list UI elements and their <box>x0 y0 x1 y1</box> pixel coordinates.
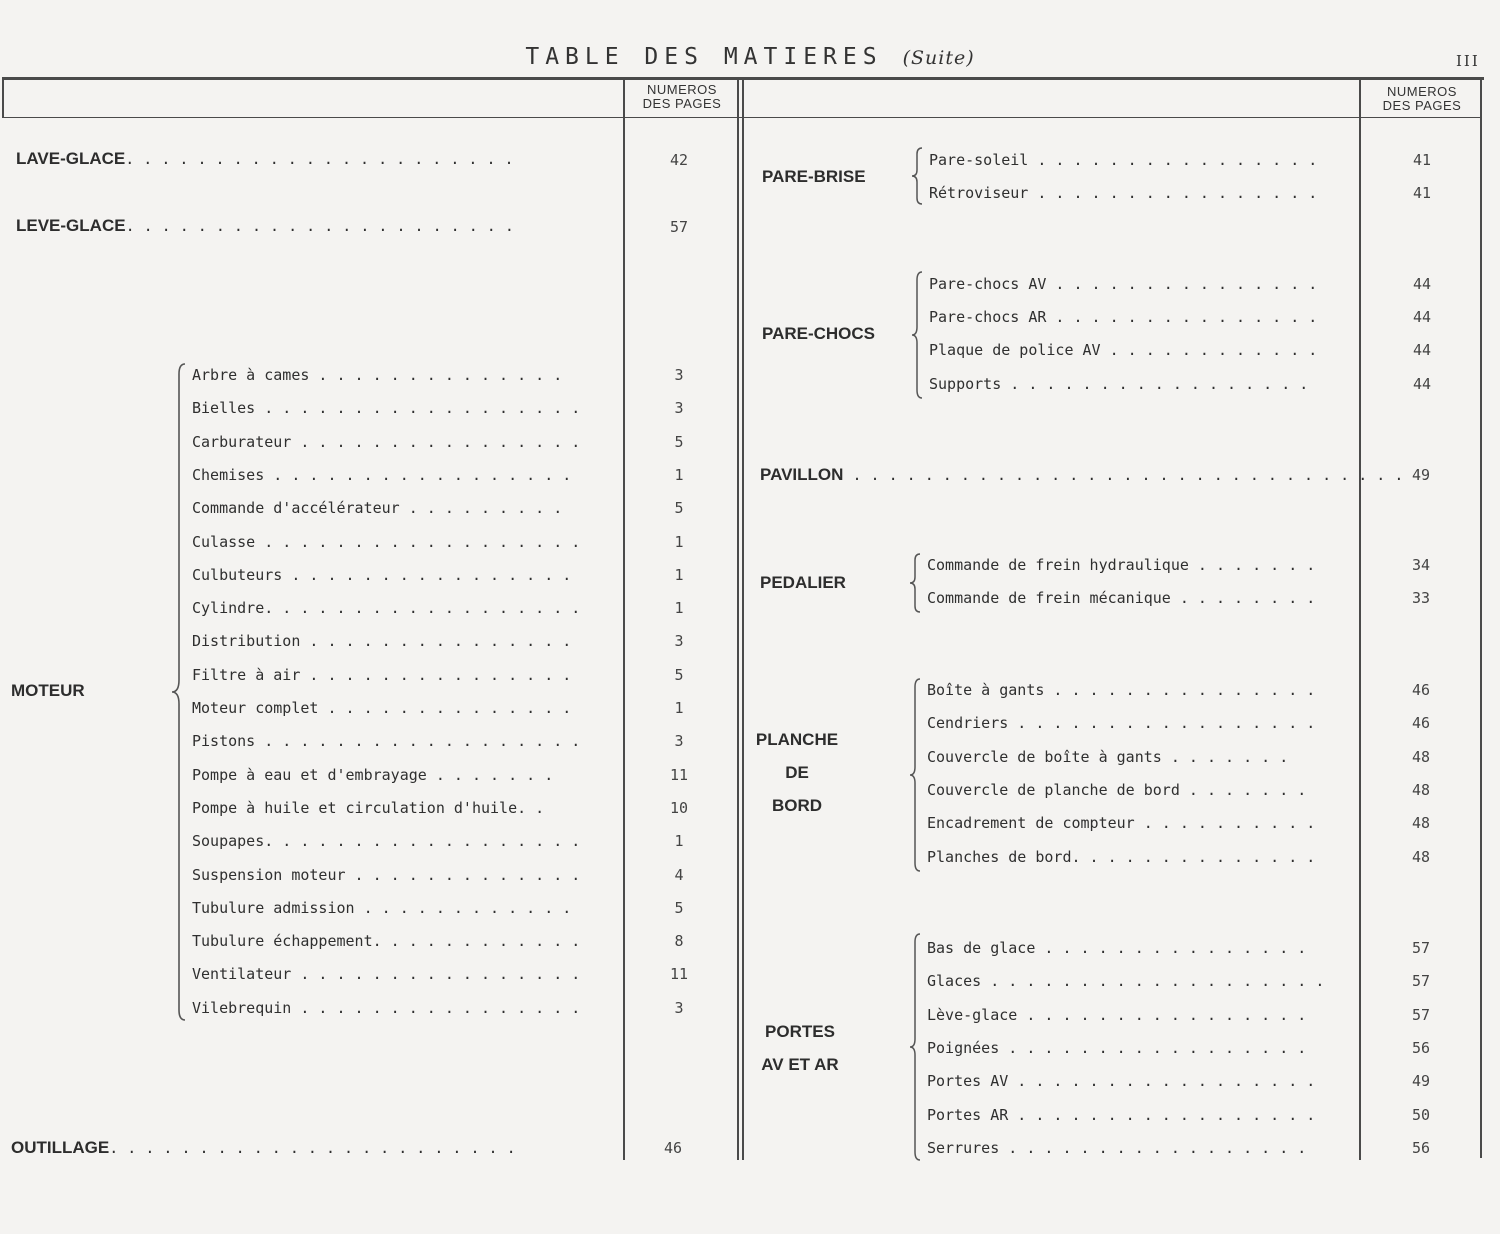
leader-dots: . . . . . . . . . . . . . . . . <box>291 965 581 984</box>
toc-subentry <box>927 713 1341 733</box>
subentry-label: Moteur complet <box>192 699 319 717</box>
page-ref: 42 <box>669 151 689 169</box>
title-suite: (Suite) <box>902 47 975 69</box>
subentry-label: Pompe à huile et circulation d'huile. <box>192 798 527 817</box>
subentry-label: Bas de glace <box>927 939 1036 957</box>
leader-dots: . . . . . . . . . . . . . . . <box>300 632 572 651</box>
page-title <box>0 44 1500 70</box>
toc-subentry <box>192 731 602 751</box>
subentry-label: Rétroviseur <box>929 184 1029 202</box>
brace-portes <box>908 932 922 1162</box>
subentry-label: Portes AR <box>927 1105 1009 1124</box>
toc-subentry <box>192 631 602 651</box>
subentry-label: Encadrement de compteur <box>927 814 1135 833</box>
frame-right-rule <box>1480 78 1482 1158</box>
page-ref: 3 <box>674 732 684 751</box>
leader-dots: . . . . . . . . . . . . . . . . . . . . . . . <box>109 1139 516 1157</box>
leader-dots: . . . . . . . . . . . . . . . . . . <box>255 399 581 418</box>
toc-subentry <box>192 598 602 618</box>
page-ref: 57 <box>1411 1005 1431 1024</box>
page-ref: 33 <box>1411 589 1431 607</box>
toc-subentry <box>927 588 1341 608</box>
subentry-label: Glaces <box>927 972 982 991</box>
leader-dots: . . . . . . . . . . . . . . . . . . . . . . <box>125 150 514 168</box>
toc-subentry <box>929 340 1341 360</box>
page-ref: 44 <box>1412 308 1432 327</box>
toc-subentry <box>192 532 602 552</box>
leader-dots: . . . . . . . . . . . . <box>1100 341 1318 360</box>
page-ref: 1 <box>674 832 684 851</box>
subentry-label: Planches de bord. <box>927 847 1081 866</box>
subentry-label: Soupapes. <box>192 832 274 851</box>
section-title-portes <box>752 1015 848 1081</box>
toc-subentry <box>192 865 602 885</box>
leader-dots: . . . . . . . . . . . . . . . <box>1044 681 1316 699</box>
leader-dots: . . . . . . . . . . . . . . <box>309 366 563 384</box>
page-ref: 5 <box>674 499 684 518</box>
page-ref: 48 <box>1411 747 1431 766</box>
leader-dots: . <box>526 798 545 817</box>
subentry-label: Supports <box>929 374 1002 393</box>
toc-subentry <box>929 274 1341 294</box>
center-rule-b <box>742 80 744 1160</box>
leader-dots: . . . . . . . . . <box>399 499 563 518</box>
leader-dots: . . . . . . . . . . . . . . . . . <box>1008 1072 1316 1091</box>
section-title: LAVE-GLACE <box>16 149 126 168</box>
subentry-label: Pompe à eau et d'embrayage <box>192 765 427 784</box>
subentry-label: Plaque de police AV <box>929 341 1101 360</box>
section-title-pare-brise: PARE-BRISE <box>762 167 866 186</box>
subentry-label: Cylindre. <box>192 599 274 618</box>
page-ref: 44 <box>1412 275 1432 293</box>
subentry-label: Boîte à gants <box>927 681 1045 699</box>
header-line-2: DES PAGES <box>642 96 722 111</box>
toc-subentry <box>927 555 1341 575</box>
subentry-label: Pare-chocs AV <box>929 275 1047 293</box>
toc-subentry <box>929 150 1341 170</box>
page-ref: 5 <box>674 432 684 451</box>
title-text: TABLE DES MATIERES <box>525 44 883 70</box>
leader-dots: . . . . . . . . . . . . . <box>1080 847 1316 866</box>
leader-dots: . . . . . . . <box>1188 556 1316 574</box>
title-line: AV ET AR <box>761 1055 839 1074</box>
toc-subentry <box>192 465 602 485</box>
toc-subentry <box>192 365 602 385</box>
brace-pare-chocs <box>910 270 924 400</box>
subentry-label: Cendriers <box>927 714 1009 733</box>
leader-dots: . . . . . . . . . . . . . . . . <box>282 565 572 584</box>
page-ref: 3 <box>674 366 684 384</box>
leader-dots: . . . . . . . <box>1161 747 1289 766</box>
subentry-label: Pistons <box>192 732 256 751</box>
page-ref: 46 <box>663 1139 683 1157</box>
toc-subentry <box>927 813 1341 833</box>
section-title-moteur: MOTEUR <box>11 681 85 700</box>
toc-subentry <box>192 831 602 851</box>
toc-subentry <box>192 565 602 585</box>
left-pages-header <box>627 83 737 111</box>
toc-subentry <box>927 1138 1341 1158</box>
subentry-label: Poignées <box>927 1038 1000 1057</box>
page-ref: 41 <box>1412 151 1432 169</box>
page-ref: 44 <box>1412 374 1432 393</box>
page-ref: 57 <box>1411 939 1431 957</box>
toc-subentry <box>929 183 1341 203</box>
leader-dots: . . . . . . . . . . . . . . . . <box>291 432 581 451</box>
leader-dots: . . . . . . . . . . . . . . . . <box>1017 1005 1307 1024</box>
toc-subentry <box>929 374 1341 394</box>
page-ref: 48 <box>1411 847 1431 866</box>
leader-dots: . . . . . . . <box>426 765 554 784</box>
subentry-label: Commande de frein mécanique <box>927 589 1171 607</box>
leader-dots: . . . . . . . . . . . . <box>354 898 572 917</box>
leader-dots: . . . . . . . . . . <box>1134 814 1316 833</box>
toc-subentry <box>927 747 1341 767</box>
page-ref: 48 <box>1411 814 1431 833</box>
toc-subentry <box>192 931 602 951</box>
page-ref: 3 <box>674 632 684 651</box>
page-ref: 57 <box>1411 972 1431 991</box>
toc-subentry <box>192 665 602 685</box>
subentry-label: Distribution <box>192 632 301 651</box>
leader-dots: . . . . . . . . . . . . . . . . <box>291 998 581 1017</box>
page-ref: 8 <box>674 932 684 951</box>
page-ref: 3 <box>674 998 684 1017</box>
section-title: LEVE-GLACE <box>16 216 126 235</box>
subentry-label: Tubulure échappement. <box>192 932 382 951</box>
subentry-label: Commande de frein hydraulique <box>927 556 1189 574</box>
page-ref: 44 <box>1412 341 1432 360</box>
leader-dots: . . . . . . . . . . . . . . . . . <box>273 832 581 851</box>
roman-page-number: III <box>1456 52 1480 70</box>
brace-moteur <box>170 362 188 1022</box>
page-ref: 1 <box>674 532 684 551</box>
center-rule-a <box>737 80 739 1160</box>
header-line-1: NUMEROS <box>1387 84 1457 99</box>
leader-dots: . . . . . . . . . . . . . . . . . . . . . . <box>125 217 514 235</box>
leader-dots: . . . . . . . . . . . <box>381 932 581 951</box>
leader-dots: . . . . . . . . . . . . . . <box>318 699 572 717</box>
toc-subentry <box>192 432 602 452</box>
leader-dots: . . . . . . . . . . . . . . . . . <box>273 599 581 618</box>
leader-dots: . . . . . . . . . . . . . . . . . . <box>255 532 581 551</box>
toc-subentry <box>927 1105 1341 1125</box>
leader-dots: . . . . . . . . . . . . . . . . <box>1028 184 1318 202</box>
page-ref: 41 <box>1412 184 1432 202</box>
leader-dots: . . . . . . . <box>1179 780 1307 799</box>
left-pagecol-rule <box>623 80 625 1160</box>
page-ref: 3 <box>674 399 684 418</box>
subentry-label: Bielles <box>192 399 256 418</box>
page-ref: 1 <box>674 699 684 717</box>
toc-subentry <box>927 680 1341 700</box>
toc-entry-lave-glace <box>16 149 616 169</box>
subentry-label: Lève-glace <box>927 1005 1018 1024</box>
header-line-2: DES PAGES <box>1382 98 1462 113</box>
section-title-planche-de-bord <box>752 723 842 822</box>
page-ref: 49 <box>1411 466 1431 484</box>
subentry-label: Arbre à cames <box>192 366 310 384</box>
toc-subentry <box>192 964 602 984</box>
toc-subentry <box>192 998 602 1018</box>
leader-dots: . . . . . . . . <box>1170 589 1316 607</box>
subentry-label: Couvercle de planche de bord <box>927 780 1180 799</box>
subentry-label: Carburateur <box>192 432 292 451</box>
page-ref: 48 <box>1411 780 1431 799</box>
page-ref: 49 <box>1411 1072 1431 1091</box>
right-pagecol-rule <box>1359 80 1361 1160</box>
page-ref: 1 <box>674 565 684 584</box>
subentry-label: Vilebrequin <box>192 998 292 1017</box>
toc-subentry <box>192 698 602 718</box>
leader-dots: . . . . . . . . . . . . . . . <box>300 665 572 684</box>
toc-subentry <box>927 1005 1341 1025</box>
subentry-label: Culbuteurs <box>192 565 283 584</box>
brace-planche-de-bord <box>908 677 922 873</box>
page-ref: 50 <box>1411 1105 1431 1124</box>
subentry-label: Serrures <box>927 1138 1000 1157</box>
toc-subentry <box>927 1038 1341 1058</box>
page-ref: 11 <box>669 765 689 784</box>
right-pages-header <box>1363 85 1481 113</box>
subentry-label: Couvercle de boîte à gants <box>927 747 1162 766</box>
leader-dots: . . . . . . . . . . . . . . . . . <box>1008 714 1316 733</box>
page-ref: 10 <box>669 798 689 817</box>
leader-dots: . . . . . . . . . . . . . . . <box>1046 275 1318 293</box>
toc-subentry <box>927 938 1341 958</box>
toc-subentry <box>192 898 602 918</box>
page-ref: 46 <box>1411 714 1431 733</box>
page-ref: 34 <box>1411 556 1431 574</box>
toc-entry-pavillon <box>760 465 1404 485</box>
toc-subentry <box>927 1071 1341 1091</box>
toc-subentry <box>192 498 602 518</box>
header-line-1: NUMEROS <box>647 82 717 97</box>
title-line: PLANCHE <box>755 730 839 749</box>
page-ref: 1 <box>674 599 684 618</box>
page-ref: 5 <box>674 665 684 684</box>
section-title-pare-chocs: PARE-CHOCS <box>762 324 876 343</box>
toc-subentry <box>927 780 1341 800</box>
subentry-label: Tubulure admission <box>192 898 355 917</box>
leader-dots: . . . . . . . . . . . . . . . . . <box>999 1138 1307 1157</box>
page-ref: 56 <box>1411 1038 1431 1057</box>
subentry-label: Suspension moteur <box>192 865 346 884</box>
subentry-label: Filtre à air <box>192 665 301 684</box>
leader-dots: . . . . . . . . . . . . . . . . . . <box>255 732 581 751</box>
subentry-label: Portes AV <box>927 1072 1009 1091</box>
title-line: PORTES <box>765 1022 835 1041</box>
subentry-label: Pare-chocs AR <box>929 308 1047 327</box>
leader-dots: . . . . . . . . . . . . . <box>345 865 581 884</box>
toc-subentry <box>929 307 1341 327</box>
subentry-label: Ventilateur <box>192 965 292 984</box>
brace-pedalier <box>908 552 922 614</box>
leader-dots: . . . . . . . . . . . . . . . . . . . <box>981 972 1325 991</box>
leader-dots: . . . . . . . . . . . . . . . . . <box>264 465 572 484</box>
toc-entry-outillage <box>11 1138 611 1158</box>
toc-subentry <box>192 765 602 785</box>
toc-subentry <box>192 798 602 818</box>
frame-left-rule <box>2 78 4 118</box>
section-title: PAVILLON <box>760 465 844 484</box>
page-ref: 56 <box>1411 1138 1431 1157</box>
leader-dots: . . . . . . . . . . . . . . . <box>1046 308 1318 327</box>
leader-dots: . . . . . . . . . . . . . . . . . . . . . . . . . . . . . . . <box>843 466 1404 484</box>
leader-dots: . . . . . . . . . . . . . . . . . <box>999 1038 1307 1057</box>
subentry-label: Culasse <box>192 532 256 551</box>
toc-subentry <box>927 971 1341 991</box>
subentry-label: Commande d'accélérateur <box>192 499 400 518</box>
page-ref: 4 <box>674 865 684 884</box>
title-line: BORD <box>771 796 823 815</box>
leader-dots: . . . . . . . . . . . . . . . . . <box>1001 374 1309 393</box>
brace-pare-brise <box>910 146 924 206</box>
page-ref: 11 <box>669 965 689 984</box>
title-line: DE <box>785 763 809 782</box>
toc-subentry <box>192 398 602 418</box>
leader-dots: . . . . . . . . . . . . . . . <box>1035 939 1307 957</box>
section-title-pedalier: PEDALIER <box>760 573 846 592</box>
page-ref: 1 <box>674 465 684 484</box>
toc-subentry <box>927 847 1341 867</box>
page-ref: 57 <box>669 218 689 236</box>
leader-dots: . . . . . . . . . . . . . . . . . <box>1008 1105 1316 1124</box>
subentry-label: Chemises <box>192 465 265 484</box>
subentry-label: Pare-soleil <box>929 151 1029 169</box>
leader-dots: . . . . . . . . . . . . . . . . <box>1028 151 1318 169</box>
toc-entry-leve-glace <box>16 216 616 236</box>
page-ref: 5 <box>674 898 684 917</box>
page-ref: 46 <box>1411 681 1431 699</box>
section-title: OUTILLAGE <box>11 1138 110 1157</box>
